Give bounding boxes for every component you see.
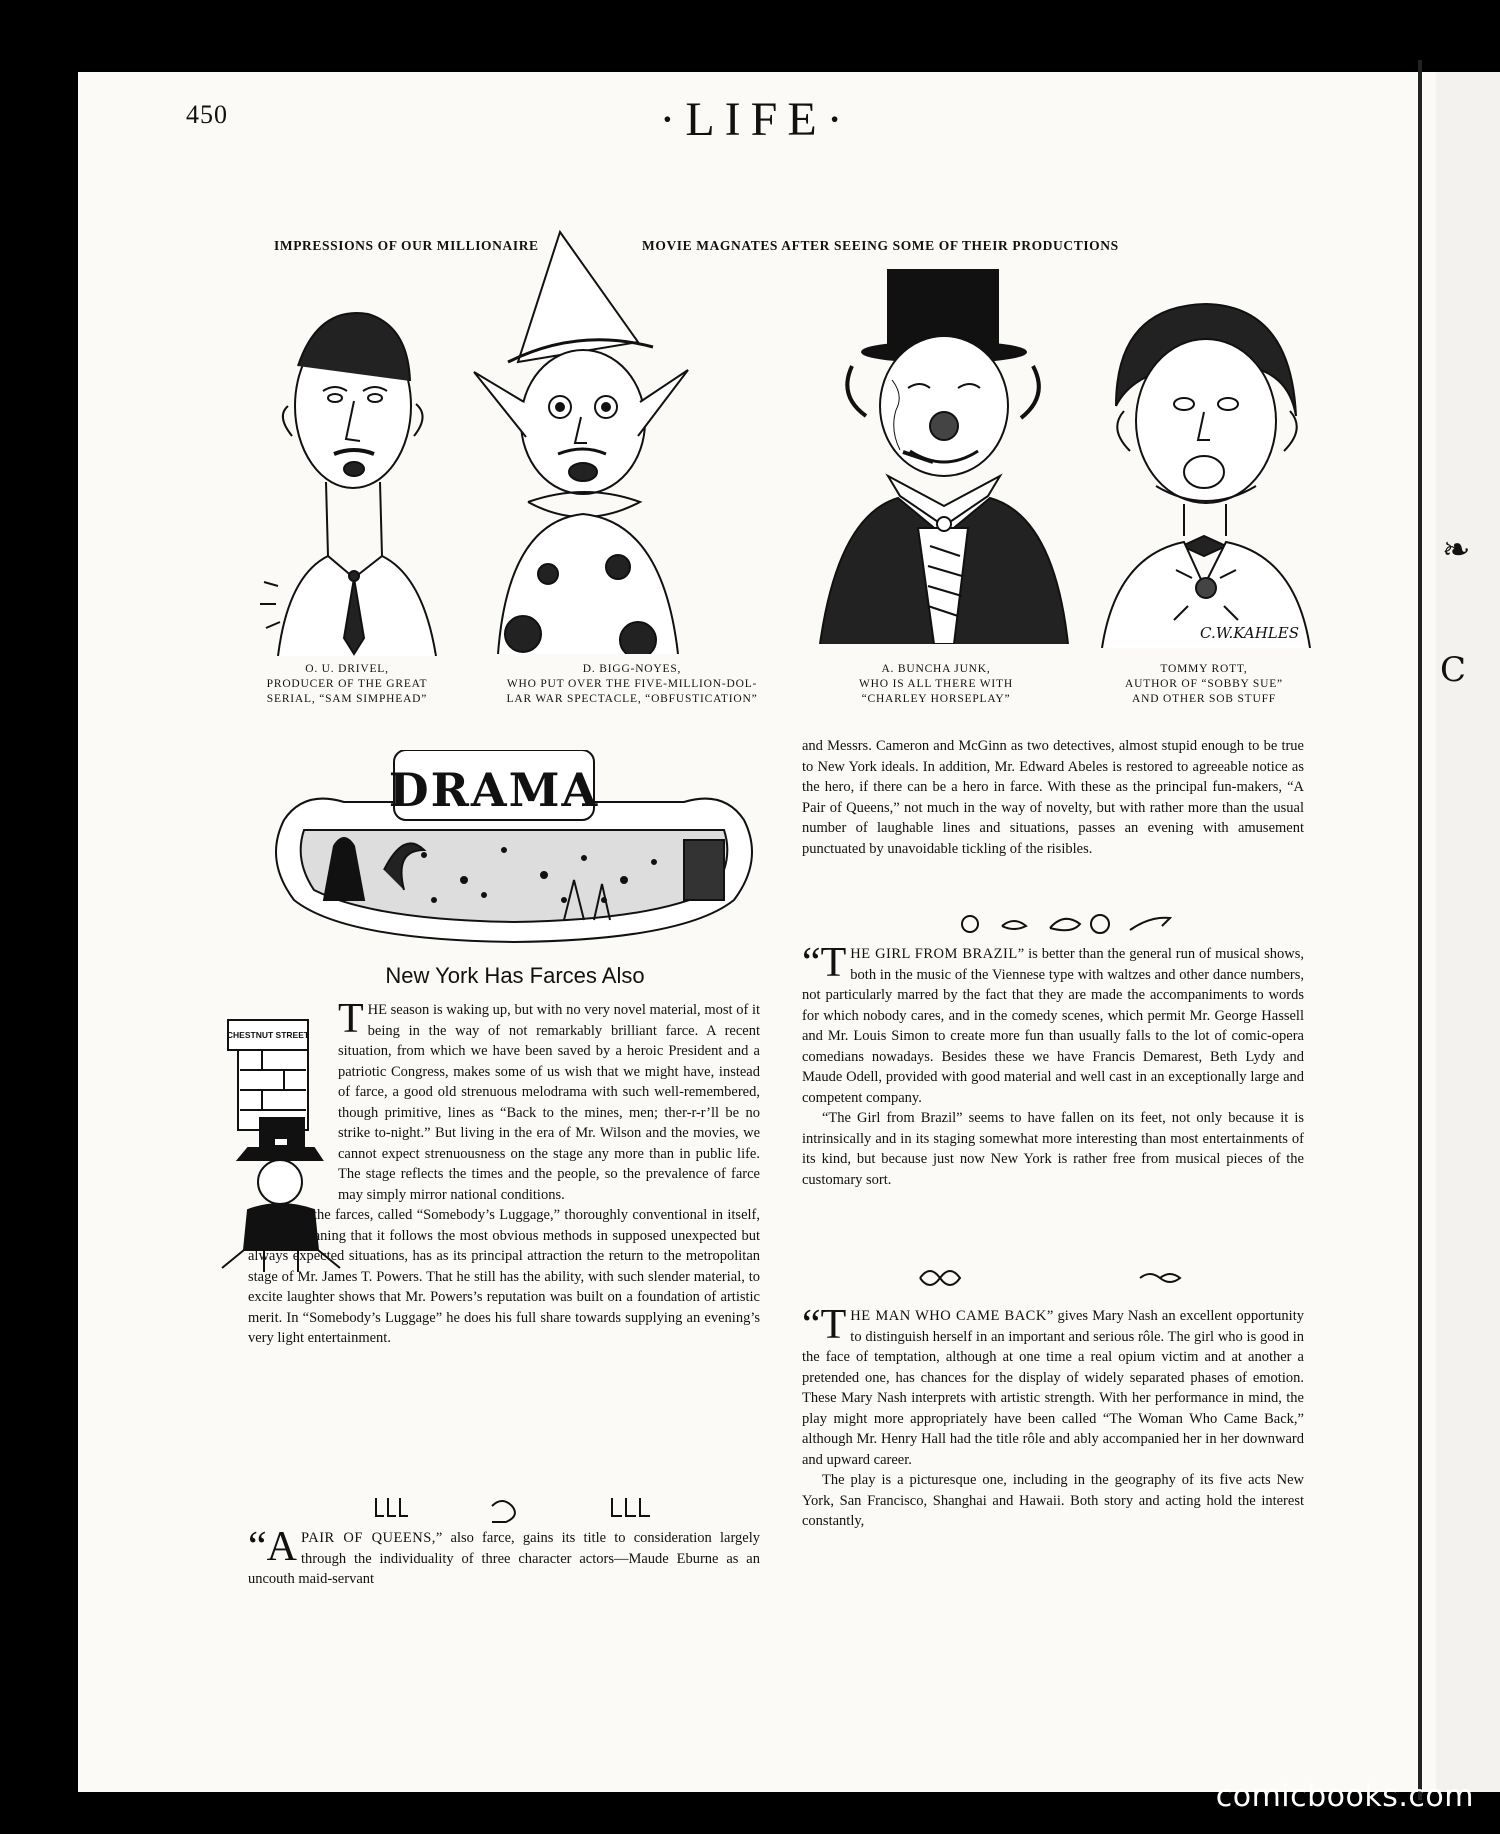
caption-line: WHO IS ALL THERE WITH bbox=[859, 678, 1013, 690]
article-paragraph bbox=[248, 1524, 760, 1590]
caption-line: AUTHOR OF “SOBBY SUE” bbox=[1125, 678, 1283, 690]
article-paragraph bbox=[802, 1108, 1304, 1190]
drop-cap: “A bbox=[248, 1524, 297, 1570]
paragraph-text: and Messrs. Cameron and McGinn as two detectives, almost stupid enough to be true to New York ideals. In addition, Mr. Edward Abeles is restored to agreeable notice as the hero, if there can be a hero in farce. With these as the principal fun-makers, “A Pair of Queens,” not much in the way of novelty, but with rather more than the usual number of laughable lines and situations, passes an evening with amusement punctuated by unavoidable tickling of the risibles. bbox=[802, 738, 1304, 857]
page-gutter bbox=[1418, 60, 1422, 1800]
caption-line: “CHARLEY HORSEPLAY” bbox=[861, 693, 1011, 705]
drama-banner-illustration bbox=[264, 750, 764, 945]
article-paragraph bbox=[802, 1302, 1304, 1470]
caricature-bigg-noyes bbox=[468, 222, 718, 654]
adjacent-page-fragment: ❧ bbox=[1442, 530, 1471, 570]
caricature-tommy-rott bbox=[1096, 286, 1316, 648]
caption-buncha-junk bbox=[816, 662, 1056, 707]
headline-left: IMPRESSIONS OF OUR MILLIONAIRE bbox=[274, 238, 539, 253]
drama-banner-title: DRAMA bbox=[388, 763, 600, 817]
ornament-vegetables-divider bbox=[960, 910, 1180, 938]
paragraph-text: ” also farce, gains its title to consideration largely through the individuality of three character actors—Maude Eburne as an uncouth maid-servant bbox=[248, 1530, 760, 1587]
article-paragraph bbox=[802, 1470, 1304, 1532]
article-column-left bbox=[248, 996, 760, 1349]
lead-in: PAIR OF QUEENS, bbox=[300, 1530, 436, 1546]
caption-tommy-rott bbox=[1094, 662, 1314, 707]
street-sign-text: CHESTNUT STREET bbox=[226, 1030, 310, 1040]
caption-name: A. BUNCHA JUNK, bbox=[881, 663, 991, 675]
article-paragraph bbox=[248, 996, 760, 1205]
paragraph-text: ” is better than the general run of musical shows, both in the music of the Viennese type with waltzes and other dance numbers, not particularly marred by the fact that they are made the accompaniments to words for which nobody cares, and in the comedy scenes, which permit Mr. George Hassell and Mr. Louis Simon to create more fun than usually falls to the lot of comic-opera comedians nowadays. Besides these we have Francis Demarest, Beth Lydy and Maude Odell, provided with good material and well cast in an exceptionally large and competent company. bbox=[802, 946, 1304, 1106]
adjacent-page-edge bbox=[1436, 72, 1500, 1792]
paragraph-text: The play is a picturesque one, including in the geography of its five acts New York, San Francisco, Shanghai and Hawaii. Both story and acting hold the interest constantly, bbox=[802, 1472, 1304, 1529]
caption-line: WHO PUT OVER THE FIVE-MILLION-DOL- bbox=[506, 678, 758, 690]
artist-signature-text: C.W.KAHLES bbox=[1200, 624, 1299, 642]
caption-line: PRODUCER OF THE GREAT bbox=[266, 678, 428, 690]
caption-name: O. U. DRIVEL, bbox=[305, 663, 389, 675]
article-column-right bbox=[802, 736, 1304, 859]
lead-in: HE GIRL FROM BRAZIL bbox=[850, 946, 1018, 962]
caption-line: LAR WAR SPECTACLE, “OBFUSTICATION” bbox=[506, 693, 758, 705]
adjacent-page-fragment: C bbox=[1440, 650, 1467, 690]
paragraph-text: HE season is waking up, but with no very novel material, most of it being in the way of not remarkably brilliant farce. A recent situation, from which we have been saved by a heroic President and a patriotic Congress, makes some of us wish that we might have, instead of farce, a good old strenuous melodrama with such well-remembered, though primitive, lines as “Back to the mines, men; ther-r-r’ll be no strike to-night.” But living in the era of Mr. Wilson and the movies, we cannot expect strenuousness on the stage any more than in public life. The stage reflects the times and the people, so the prevalence of farce may simply mirror national conditions. bbox=[338, 1002, 760, 1203]
caption-drivel bbox=[236, 662, 458, 707]
masthead: ·LIFE· bbox=[659, 93, 853, 146]
caption-line: SERIAL, “SAM SIMPHEAD” bbox=[266, 693, 428, 705]
caption-name: D. BIGG-NOYES, bbox=[582, 663, 682, 675]
caricature-drivel bbox=[258, 286, 448, 656]
paragraph-text: “The Girl from Brazil” seems to have fallen on its feet, not only because it is intrinsically and in its staging somewhat more interesting than most entertainments of its kind, but because just now New York is rather free from musical pieces of the customary sort. bbox=[802, 1110, 1304, 1188]
article-column-right-continued bbox=[802, 940, 1304, 1190]
headline-right: MOVIE MAGNATES AFTER SEEING SOME OF THEIR PRODUCTIONS bbox=[642, 238, 1119, 253]
drop-cap: “T bbox=[802, 1302, 847, 1348]
section-title: New York Has Farces Also bbox=[385, 963, 645, 988]
caption-bigg-noyes bbox=[472, 662, 792, 707]
article-paragraph bbox=[248, 1205, 760, 1349]
article-column-left-continued bbox=[248, 1524, 760, 1590]
caricature-buncha-junk bbox=[818, 266, 1070, 644]
drop-cap: T bbox=[338, 996, 364, 1042]
artist-signature bbox=[1198, 618, 1318, 646]
article-paragraph bbox=[802, 940, 1304, 1108]
ornament-feet-divider bbox=[372, 1496, 672, 1526]
paragraph-text: One of the farces, called “Somebody’s Luggage,” thoroughly conventional in itself, thereby meaning that it follows the most obvious methods in supposed unexpected but always expected situations, has as its principal attraction the return to the metropolitan stage of Mr. James T. Powers. That he still has the ability, with such slender material, to excite laughter shows that Mr. Powers’s reputation was built on a foundation of artistic merit. In “Somebody’s Luggage” he does his full share towards supplying an evening’s very light entertainment. bbox=[248, 1207, 760, 1346]
lead-in: HE MAN WHO CAME BACK bbox=[850, 1308, 1047, 1324]
article-column-right-final bbox=[802, 1302, 1304, 1532]
paragraph-text: ” gives Mary Nash an excellent opportunity to distinguish herself in an important and serious rôle. The girl who is good in the face of temptation, although at one time a real opium victim and at another a pretended one, has chances for the display of widely separated phases of emotion. These Mary Nash interprets with artistic strength. With her performance in mind, the play might more appropriately have been called “The Woman Who Came Back,” although Mr. Henry Hall had the title rôle and ably accompanied her in her downward and upward career. bbox=[802, 1308, 1304, 1468]
site-watermark: comicbooks.com bbox=[1215, 1779, 1474, 1814]
page-number: 450 bbox=[186, 100, 228, 129]
drop-cap: “T bbox=[802, 940, 847, 986]
article-paragraph bbox=[802, 736, 1304, 859]
ornament-bow-divider bbox=[910, 1264, 1190, 1294]
caption-name: TOMMY ROTT, bbox=[1160, 663, 1248, 675]
caption-line: AND OTHER SOB STUFF bbox=[1132, 693, 1276, 705]
